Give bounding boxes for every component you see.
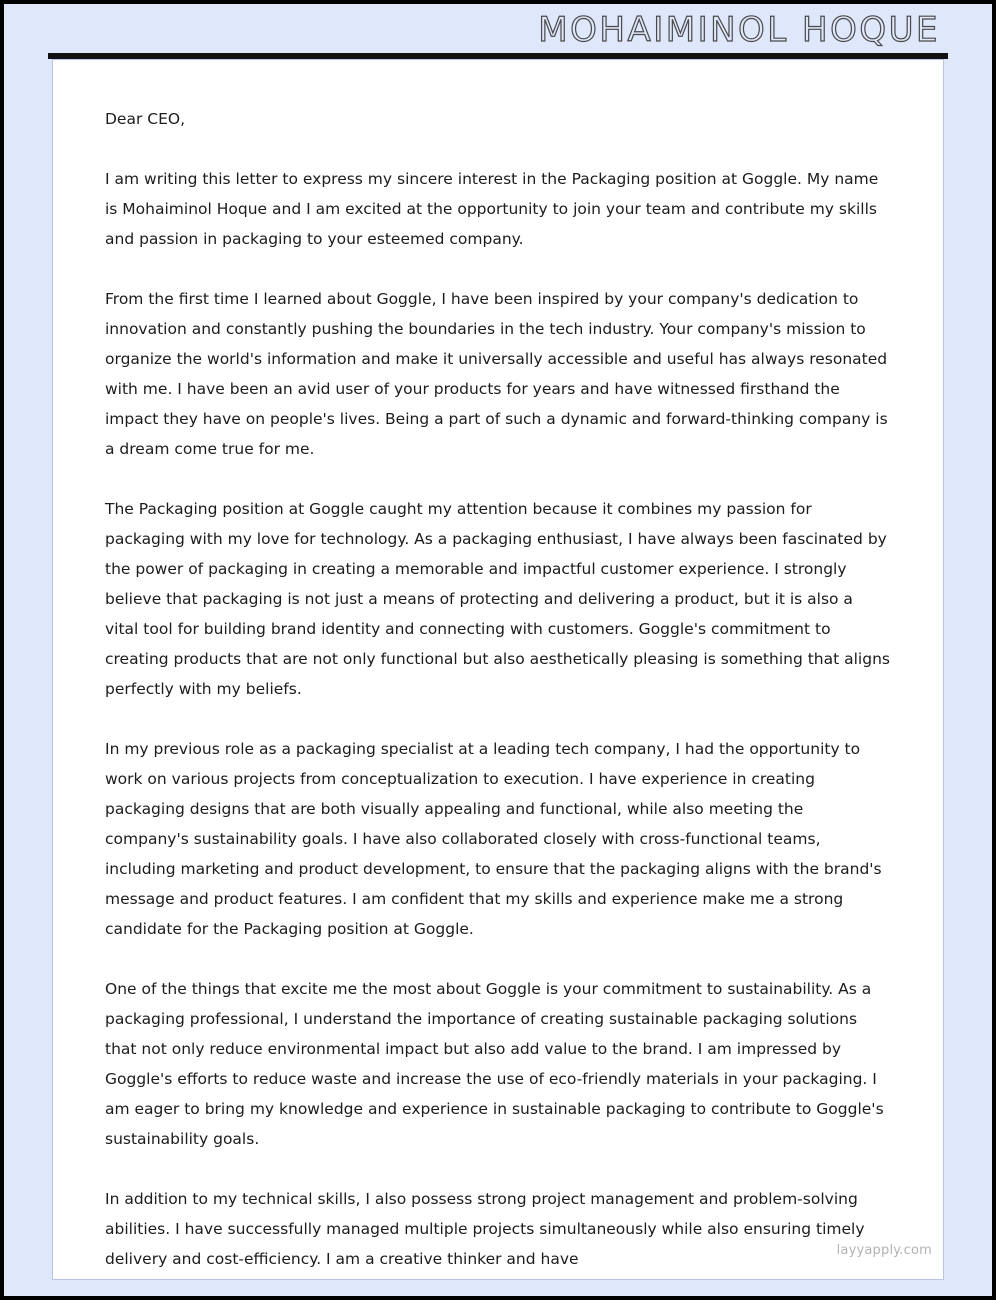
letter-paragraph: I am writing this letter to express my sincere interest in the Packaging position at Goggle. My name is Mohaiminol Hoque and I am excited at the opportunity to join your team and contribute my skills and passion in packaging to your esteemed company. [105, 170, 879, 248]
page-title: MOHAIMINOL HOQUE [538, 10, 940, 50]
letter-paragraph: The Packaging position at Goggle caught my attention because it combines my passion for packaging with my love for technology. As a packaging enthusiast, I have always been fascinated by the power of packaging in creating a memorable and impactful customer experience. I strongly believe that packaging is not just a means of protecting and delivering a product, but it is also a vital tool for building brand identity and connecting with customers. Goggle's commitment to creating products that are not only functional but also aesthetically pleasing is something that aligns perfectly with my beliefs. [105, 500, 890, 698]
letter-body [53, 60, 943, 1274]
letter-sheet [52, 59, 944, 1280]
letter-paragraph: From the first time I learned about Goggle, I have been inspired by your company's dedication to innovation and constantly pushing the boundaries in the tech industry. Your company's mission to organize the world's information and make it universally accessible and useful has always resonated with me. I have been an avid user of your products for years and have witnessed firsthand the impact they have on people's lives. Being a part of such a dynamic and forward-thinking company is a dream come true for me. [105, 290, 888, 458]
letter-paragraph: In addition to my technical skills, I also possess strong project management and problem-solving abilities. I have successfully managed multiple projects simultaneously while also ensuring timely delivery and cost-efficiency. I am a creative thinker and have [105, 1190, 865, 1268]
watermark-label: layyapply.com [836, 1243, 932, 1258]
letter-salutation: Dear CEO, [105, 110, 186, 128]
letter-paragraph: In my previous role as a packaging specialist at a leading tech company, I had the opportunity to work on various projects from conceptualization to execution. I have experience in creating packaging designs that are both visually appealing and functional, while also meeting the company's sustainability goals. I have also collaborated closely with cross-functional teams, including marketing and product development, to ensure that the packaging aligns with the brand's message and product features. I am confident that my skills and experience make me a strong candidate for the Packaging position at Goggle. [105, 740, 882, 938]
document-header [4, 4, 992, 56]
letter-paragraph: One of the things that excite me the most about Goggle is your commitment to sustainability. As a packaging professional, I understand the importance of creating sustainable packaging solutions that not only reduce environmental impact but also add value to the brand. I am impressed by Goggle's efforts to reduce waste and increase the use of eco-friendly materials in your packaging. I am eager to bring my knowledge and experience in sustainable packaging to contribute to Goggle's sustainability goals. [105, 980, 884, 1148]
